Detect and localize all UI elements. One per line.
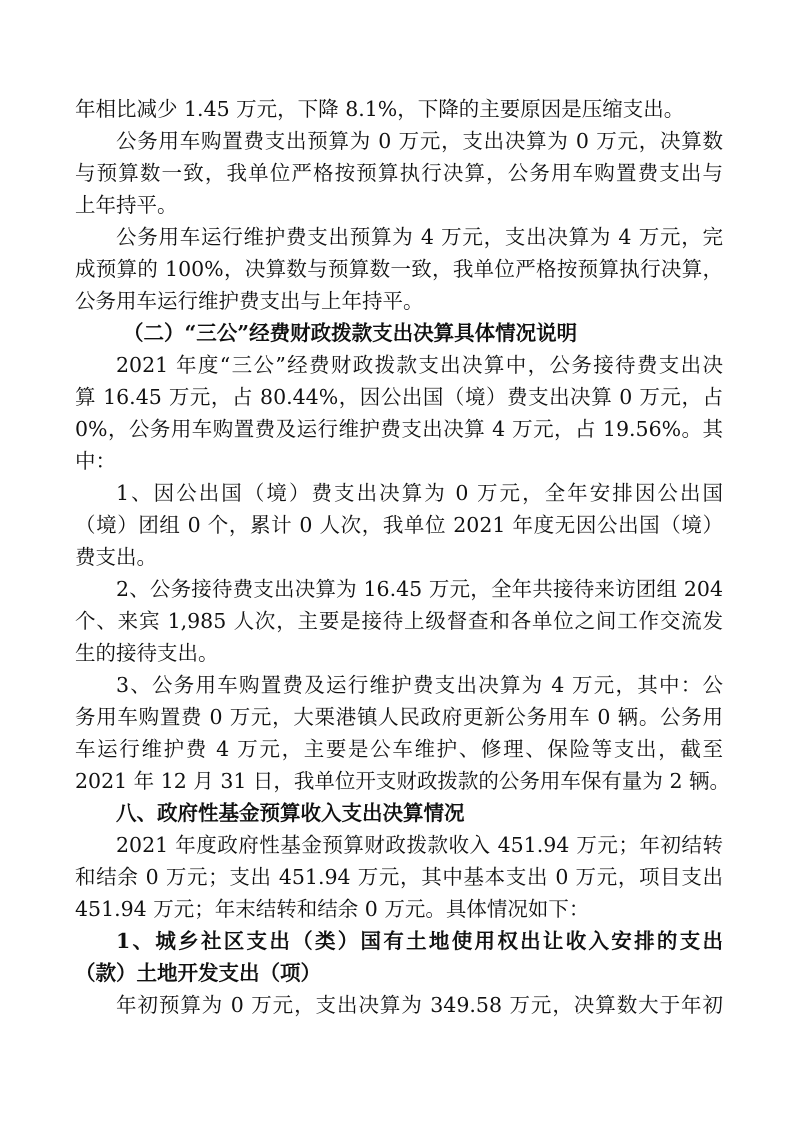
paragraph-line: 和结余 0 万元；支出 451.94 万元，其中基本支出 0 万元，项目支出 — [75, 865, 723, 889]
paragraph-line: 451.94 万元；年末结转和结余 0 万元。具体情况如下： — [75, 897, 590, 921]
section-heading-line: 八、政府性基金预算收入支出决算情况 — [116, 801, 465, 825]
paragraph-line: 2021 年 12 月 31 日，我单位开支财政拨款的公务用车保有量为 2 辆。 — [75, 769, 730, 793]
paragraph-line: 车运行维护费 4 万元，主要是公车维护、修理、保险等支出，截至 — [75, 737, 723, 761]
paragraph-line: 与预算数一致，我单位严格按预算执行决算，公务用车购置费支出与 — [75, 161, 723, 185]
paragraph-line: 年初预算为 0 万元，支出决算为 349.58 万元，决算数大于年初 — [116, 993, 723, 1017]
paragraph-line: 公务用车运行维护费支出与上年持平。 — [75, 289, 424, 313]
paragraph-line: 3、公务用车购置费及运行维护费支出决算为 4 万元，其中：公 — [116, 673, 723, 697]
paragraph-line: 生的接待支出。 — [75, 641, 219, 665]
paragraph-line: 算 16.45 万元，占 80.44%，因公出国（境）费支出决算 0 万元，占 — [75, 385, 723, 409]
paragraph-line: 2021 年度“三公”经费财政拨款支出决算中，公务接待费支出决 — [116, 353, 723, 377]
paragraph-line: 0%，公务用车购置费及运行维护费支出决算 4 万元，占 19.56%。其 — [75, 417, 723, 441]
paragraph-line: 成预算的 100%，决算数与预算数一致，我单位严格按预算执行决算， — [75, 257, 723, 281]
section-heading-line: （二）“三公”经费财政拨款支出决算具体情况说明 — [123, 321, 578, 345]
paragraph-line: 中： — [75, 449, 116, 473]
paragraph-line: 2、公务接待费支出决算为 16.45 万元，全年共接待来访团组 204 — [116, 577, 723, 601]
section-heading-line: （款）土地开发支出（项） — [75, 961, 321, 985]
paragraph-line: 公务用车运行维护费支出预算为 4 万元，支出决算为 4 万元，完 — [116, 225, 723, 249]
paragraph-line: 1、因公出国（境）费支出决算为 0 万元，全年安排因公出国 — [116, 481, 723, 505]
paragraph-line: 年相比减少 1.45 万元，下降 8.1%，下降的主要原因是压缩支出。 — [75, 97, 685, 121]
paragraph-line: 上年持平。 — [75, 193, 178, 217]
document-page — [75, 93, 730, 1021]
section-heading-line: 1、城乡社区支出（类）国有土地使用权出让收入安排的支出 — [116, 929, 723, 953]
paragraph-line: 公务用车购置费支出预算为 0 万元，支出决算为 0 万元，决算数 — [116, 129, 723, 153]
paragraph-line: 务用车购置费 0 万元，大栗港镇人民政府更新公务用车 0 辆。公务用 — [75, 705, 723, 729]
paragraph-line: 费支出。 — [75, 545, 157, 569]
paragraph-line: （境）团组 0 个，累计 0 人次，我单位 2021 年度无因公出国（境） — [75, 513, 723, 537]
paragraph-line: 个、来宾 1,985 人次，主要是接待上级督查和各单位之间工作交流发 — [75, 609, 723, 633]
paragraph-line: 2021 年度政府性基金预算财政拨款收入 451.94 万元；年初结转 — [116, 833, 723, 857]
